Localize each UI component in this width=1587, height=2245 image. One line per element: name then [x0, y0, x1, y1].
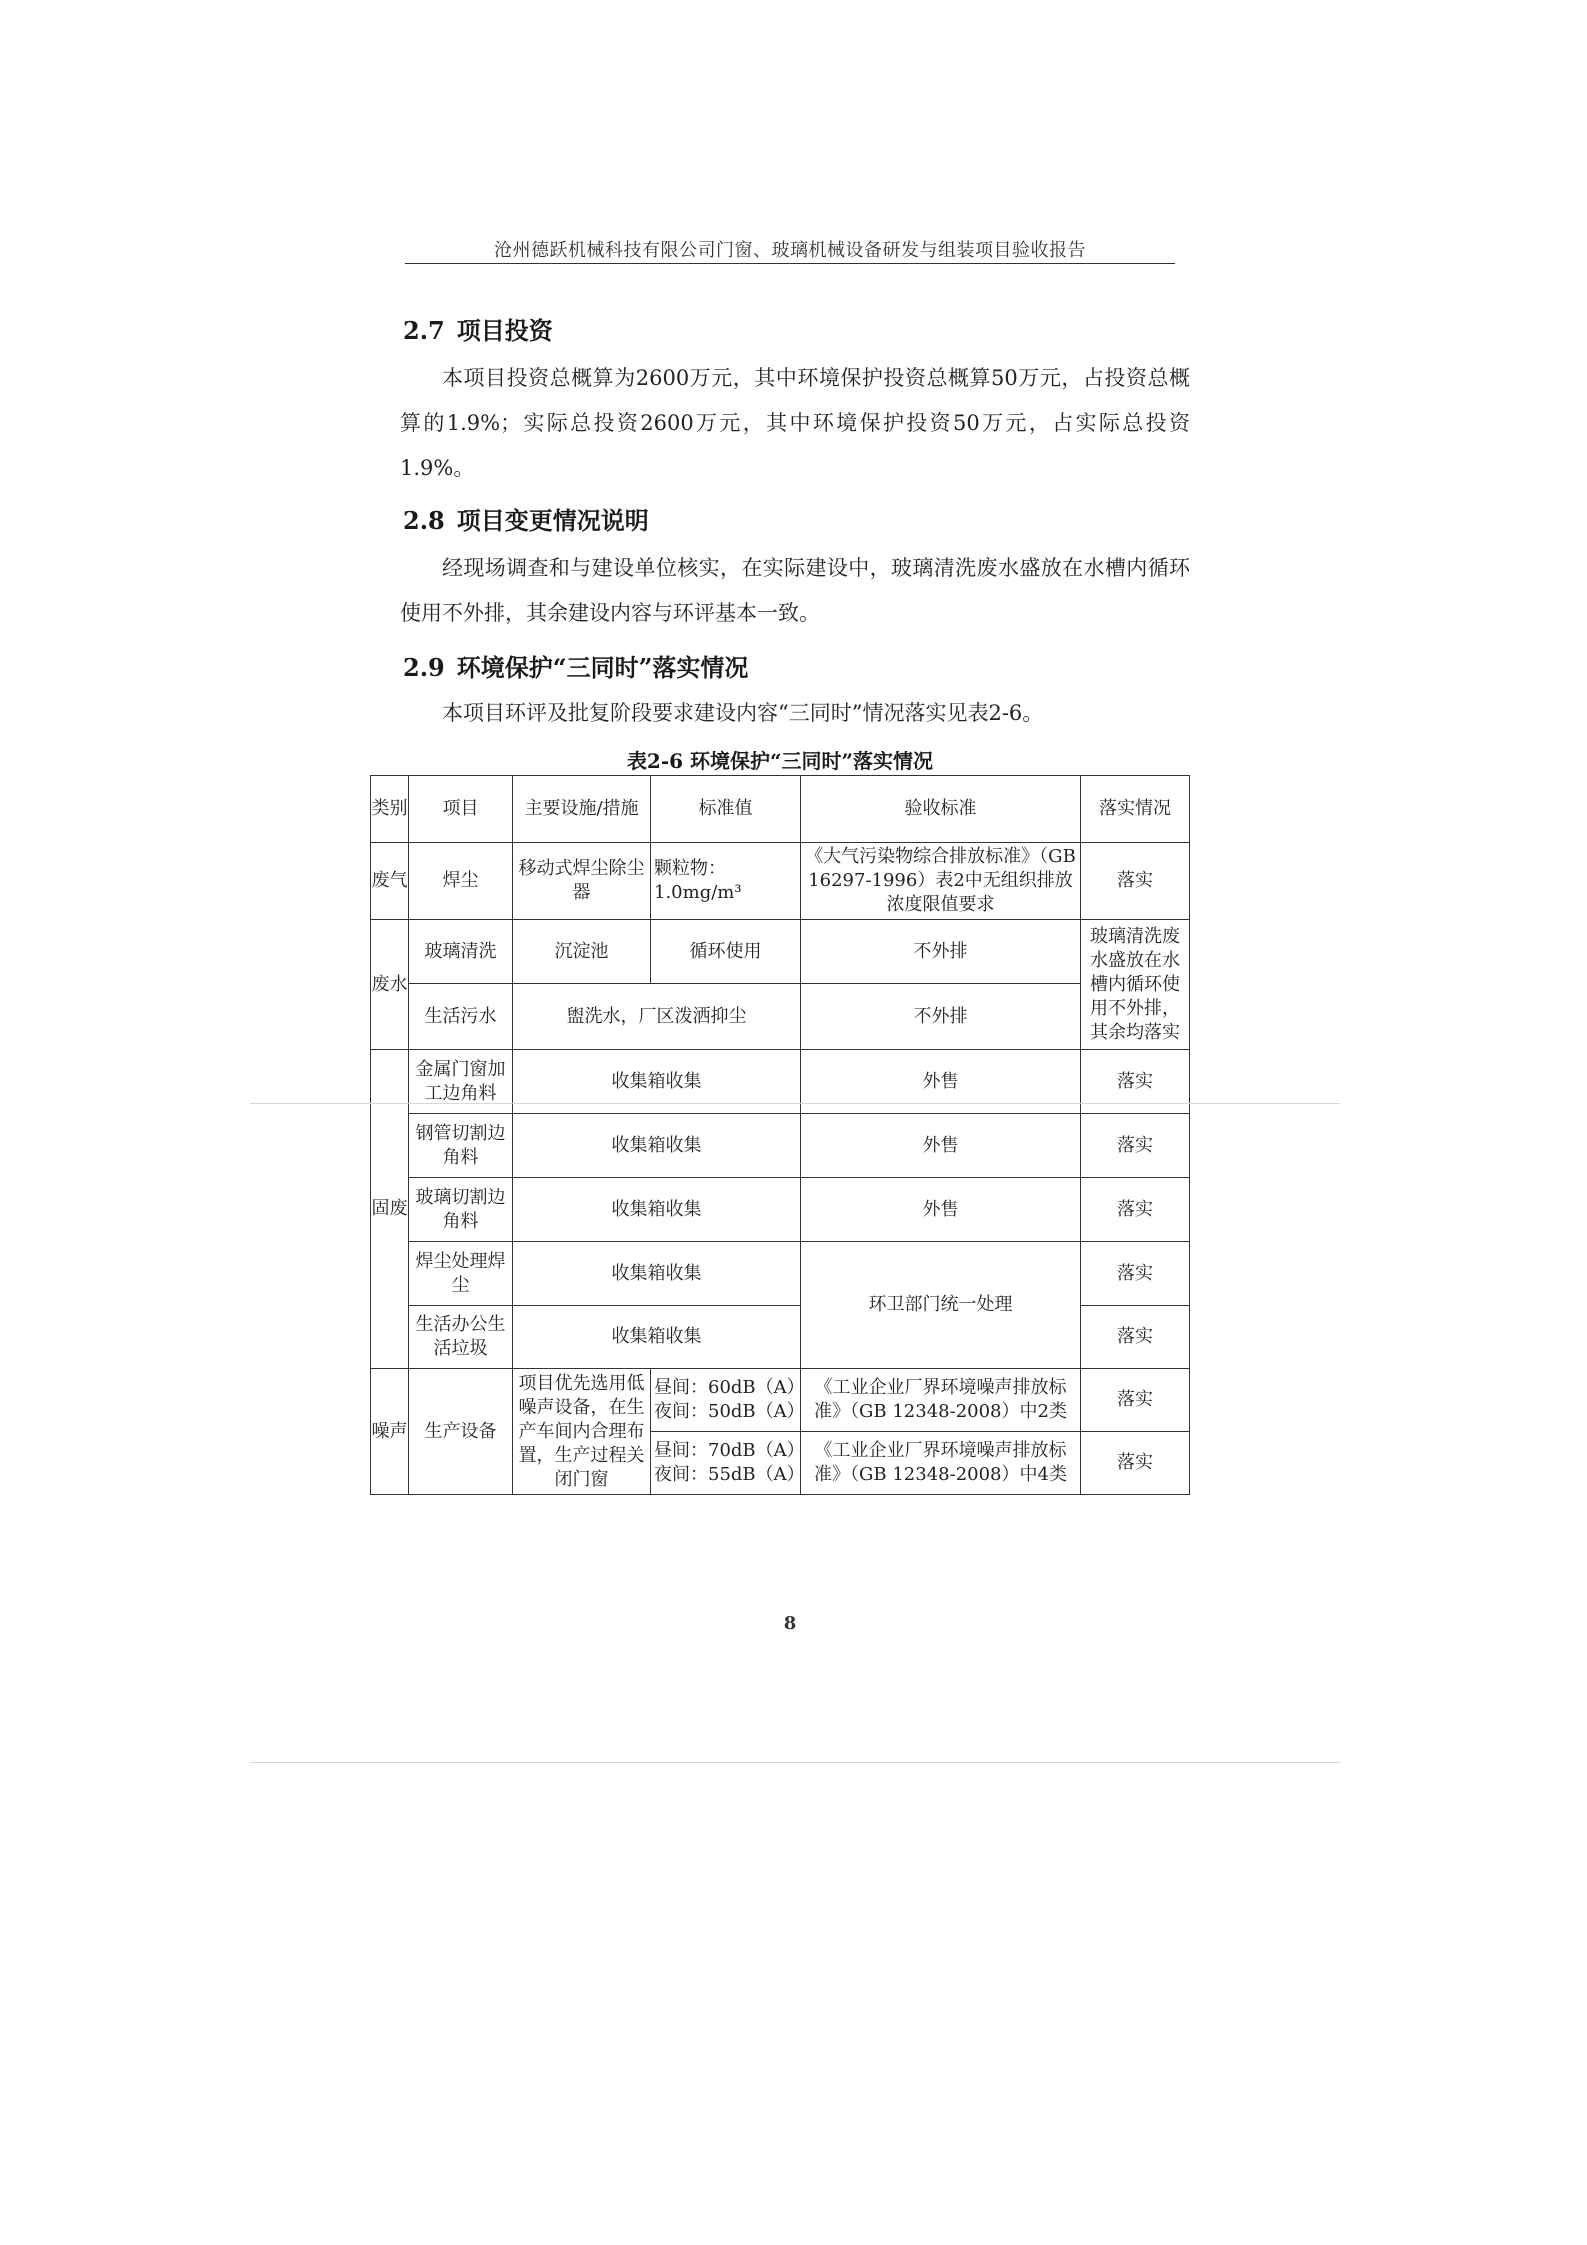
- cell-status: 落实: [1081, 1432, 1190, 1495]
- header-rule: [405, 263, 1175, 264]
- cell-standard-value: 颗粒物：1.0mg/m³: [651, 843, 801, 920]
- cell-item: 生活办公生活垃圾: [409, 1306, 513, 1369]
- cell-standard-value: 循环使用: [651, 920, 801, 984]
- table-caption: 表2-6 环境保护“三同时”落实情况: [626, 749, 934, 773]
- table-header-row: [371, 776, 1190, 843]
- cell-status: 落实: [1081, 1369, 1190, 1432]
- cell-item: 生产设备: [409, 1369, 513, 1495]
- scan-artifact-line: [250, 1103, 1340, 1104]
- table-row: [371, 920, 1190, 984]
- cell-acceptance: 外售: [801, 1050, 1081, 1114]
- header-acceptance: 验收标准: [801, 776, 1081, 843]
- group-waste-water: 废水: [371, 920, 409, 1050]
- cell-item: 生活污水: [409, 984, 513, 1050]
- page-number: 8: [783, 1613, 797, 1634]
- section-2-7-body: 本项目投资总概算为2600万元，其中环境保护投资总概算50万元，占投资总概算的1.9%；实际总投资2600万元，其中环境保护投资50万元，占实际总投资1.9%。: [400, 366, 1190, 480]
- header-item: 项目: [409, 776, 513, 843]
- cell-item: 焊尘处理焊尘: [409, 1242, 513, 1306]
- cell-acceptance: 《工业企业厂界环境噪声排放标准》（GB 12348-2008）中4类: [801, 1432, 1081, 1495]
- header-status: 落实情况: [1081, 776, 1190, 843]
- cell-status: 玻璃清洗废水盛放在水槽内循环使用不外排，其余均落实: [1081, 920, 1190, 1050]
- section-number: 2.8: [403, 506, 445, 535]
- cell-measures: 移动式焊尘除尘器: [513, 843, 651, 920]
- cell-acceptance: 外售: [801, 1178, 1081, 1242]
- cell-measures: 收集箱收集: [513, 1242, 801, 1306]
- cell-acceptance: 环卫部门统一处理: [801, 1242, 1081, 1369]
- section-title: 项目变更情况说明: [456, 506, 649, 535]
- cell-measures: 收集箱收集: [513, 1178, 801, 1242]
- cell-acceptance: 不外排: [801, 920, 1081, 984]
- cell-measures: 盥洗水，厂区泼洒抑尘: [513, 984, 801, 1050]
- section-2-9-heading: [403, 648, 748, 683]
- table-row: [371, 843, 1190, 920]
- section-2-8-body: 经现场调查和与建设单位核实，在实际建设中，玻璃清洗废水盛放在水槽内循环使用不外排，其余建设内容与环评基本一致。: [400, 556, 1190, 625]
- table-row: [371, 984, 1190, 1050]
- cell-acceptance: 《大气污染物综合排放标准》（GB 16297-1996）表2中无组织排放浓度限值要求: [801, 843, 1081, 920]
- section-number: 2.7: [403, 316, 445, 345]
- cell-status: 落实: [1081, 1242, 1190, 1306]
- section-2-7-heading: [403, 311, 553, 346]
- header-standard-value: 标准值: [651, 776, 801, 843]
- night-limit: 夜间：50dB（A）: [654, 1401, 805, 1422]
- cell-measures: 沉淀池: [513, 920, 651, 984]
- cell-status: 落实: [1081, 1114, 1190, 1178]
- group-noise: 噪声: [371, 1369, 409, 1495]
- cell-acceptance: 不外排: [801, 984, 1081, 1050]
- cell-status: 落实: [1081, 1306, 1190, 1369]
- cell-status: 落实: [1081, 1050, 1190, 1114]
- cell-item: 玻璃清洗: [409, 920, 513, 984]
- cell-acceptance: 《工业企业厂界环境噪声排放标准》（GB 12348-2008）中2类: [801, 1369, 1081, 1432]
- cell-standard-value: [651, 1432, 805, 1495]
- cell-item: 玻璃切割边角料: [409, 1178, 513, 1242]
- group-waste-gas: 废气: [371, 843, 409, 920]
- night-limit: 夜间：55dB（A）: [654, 1464, 805, 1485]
- cell-status: 落实: [1081, 843, 1190, 920]
- scan-artifact-line: [250, 1762, 1340, 1763]
- cell-measures: 收集箱收集: [513, 1114, 801, 1178]
- table-row: [371, 1369, 1190, 1432]
- day-limit: 昼间：70dB（A）: [654, 1440, 805, 1461]
- three-simultaneous-table: [370, 775, 1190, 1495]
- cell-acceptance: 外售: [801, 1114, 1081, 1178]
- cell-status: 落实: [1081, 1178, 1190, 1242]
- running-header: 沧州德跃机械科技有限公司门窗、玻璃机械设备研发与组装项目验收报告: [494, 240, 1086, 261]
- group-solid-waste: 固废: [371, 1050, 409, 1369]
- section-title: 环境保护“三同时”落实情况: [456, 653, 749, 682]
- cell-measures: 项目优先选用低噪声设备，在生产车间内合理布置，生产过程关闭门窗: [513, 1369, 651, 1495]
- cell-measures: 收集箱收集: [513, 1050, 801, 1114]
- cell-measures: 收集箱收集: [513, 1306, 801, 1369]
- header-category: 类别: [371, 776, 409, 843]
- section-title: 项目投资: [456, 316, 553, 345]
- table-row: [371, 1242, 1190, 1306]
- cell-standard-value: [651, 1369, 805, 1432]
- cell-item: 焊尘: [409, 843, 513, 920]
- section-2-9-body: 本项目环评及批复阶段要求建设内容“三同时”情况落实见表2-6。: [442, 701, 1044, 725]
- table-row: [371, 1178, 1190, 1242]
- table-row: [371, 1114, 1190, 1178]
- cell-item: 金属门窗加工边角料: [409, 1050, 513, 1114]
- header-measures: 主要设施/措施: [513, 776, 651, 843]
- day-limit: 昼间：60dB（A）: [654, 1377, 805, 1398]
- section-2-8-heading: [403, 501, 649, 536]
- cell-item: 钢管切割边角料: [409, 1114, 513, 1178]
- section-number: 2.9: [403, 653, 445, 682]
